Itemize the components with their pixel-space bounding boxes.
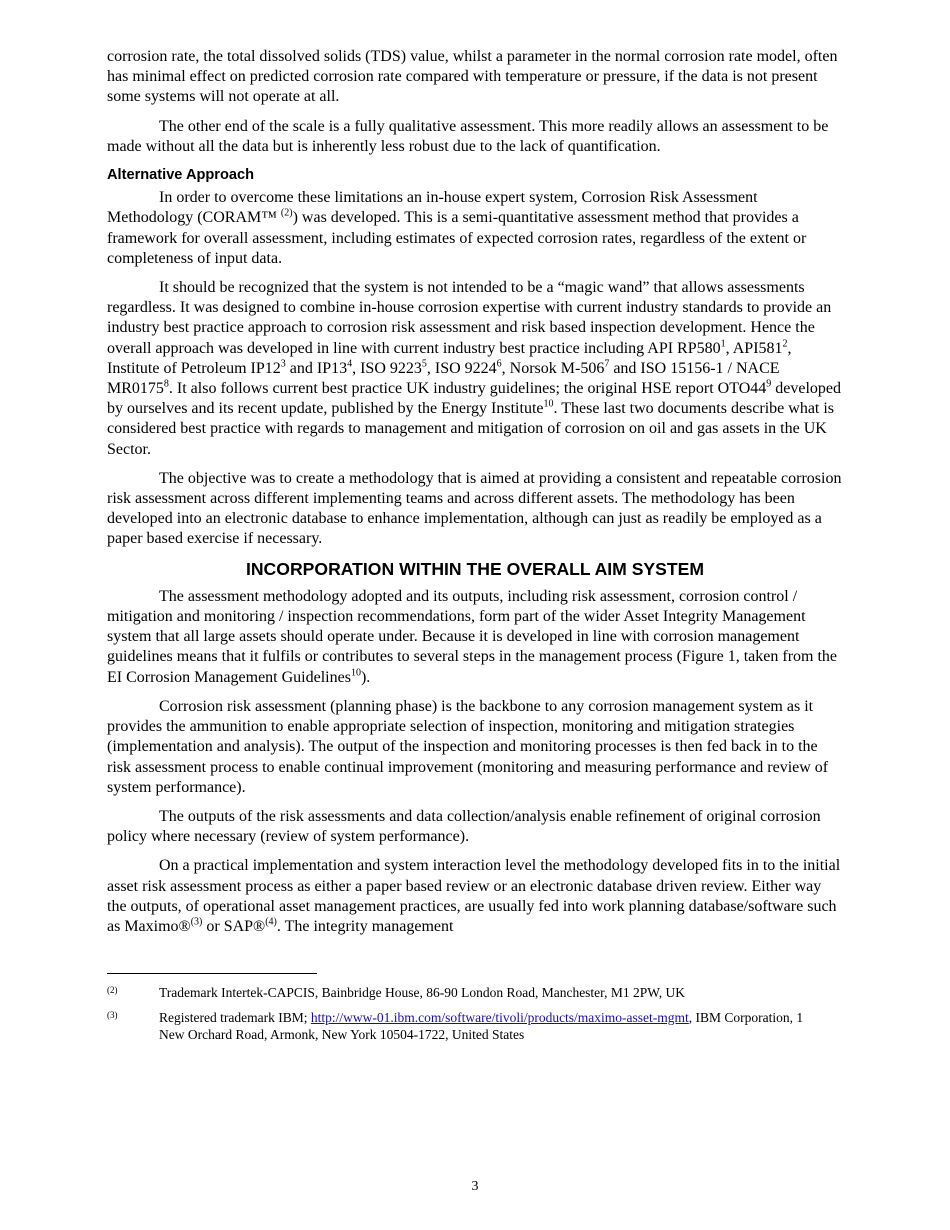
paragraph: corrosion rate, the total dissolved solids (TDS) value, whilst a parameter in the normal corrosion rate model, often has minimal effect on predicted corrosion rate compared with temperature or pressure, if the data is not present some systems will not operate at all. [107,48,838,106]
footnote-marker: (2) [107,985,118,995]
footnote-ref: (4) [265,916,277,928]
paragraph: In order to overcome these limitations an in-house expert system, Corrosion Risk Assessment Methodology (CORAM™ $^{(2)}$) was developed. This is a semi-quantitative assessment method that provides a framework for overall assessment, including estimates of expected corrosion rates, regardless of the extent or completeness of input data. [107,189,807,267]
subsection-heading: Alternative Approach [107,167,255,184]
footnote-ref: (3) [190,916,203,928]
page-number: 3 [471,1179,479,1194]
paragraph: The objective was to create a methodology that is aimed at providing a consistent and repeatable corrosion risk assessment across different implementing teams and across different assets. The methodology has been developed into an electronic database to enhance implementation, although can just as readily be employed as a paper based exercise if necessary. [107,469,842,548]
footnote-text: Registered trademark IBM; http://www-01.ibm.com/software/tivoli/products/maximo-asset-mgmt, IBM Corporation, 1 New Orchard Road, Armonk, New York 10504-1722, United States [159,1010,804,1042]
citation-ref: 7 [604,358,610,370]
paragraph: The assessment methodology adopted and its outputs, including risk assessment, corrosion control / mitigation and monitoring / inspection recommendations, form part of the wider Asset Integrity Management system that all large assets should operate under. Because it is developed in line with corrosion management guidelines means that it fulfils or contributes to several steps in the management process (Figure 1, taken from the EI Corrosion Management Guidelines$^{10}$). [107,587,838,686]
footnote-3 [107,1009,807,1043]
paragraph: Corrosion risk assessment (planning phase) is the backbone to any corrosion management system as it provides the ammunition to enable appropriate selection of inspection, monitoring and mitigation strategies (implementation and analysis). The output of the inspection and monitoring processes is then fed back in to the risk assessment process to enable continual improvement (monitoring and measuring performance and review of system performance). [107,697,829,796]
citation-ref: 2 [782,338,788,350]
paragraph: The outputs of the risk assessments and data collection/analysis enable refinement of original corrosion policy where necessary (review of system performance). [107,807,821,846]
citation-ref: 10 [350,667,361,679]
paragraph: It should be recognized that the system is not intended to be a “magic wand” that allows assessments regardless. It was designed to combine in-house corrosion expertise with current industry standards to provide an industry best practice approach to corrosion risk assessment and risk based inspection development. Hence the overall approach was developed in line with current industry best practice including API $RP580^1$, $API581^2$, Institute of Petroleum $IP12^3$ and $IP13^4$, ISO 9223$^5$, ISO 9224$^6$, Norsok $M-506^7$ and ISO 15156-1 / NACE MR0175$^8$. It also follows current best practice UK industry guidelines; the original HSE report $OTO44^9$ developed by ourselves and its recent update, published by the Energy Institute$^{10}$. These last two documents describe what is considered best practice with regards to management and mitigation of corrosion on oil and gas assets in the UK Sector. [107,279,842,458]
footnote-text: Trademark Intertek-CAPCIS, Bainbridge House, 86-90 London Road, Manchester, M1 2PW, UK [159,985,686,1000]
citation-ref: 1 [720,338,726,350]
body-text [107,47,843,946]
paragraph: The other end of the scale is a fully qualitative assessment. This more readily allows an assessment to be made without all the data but is inherently less robust due to the lack of quantification. [107,117,829,155]
citation-ref: 5 [421,358,427,370]
footnote-divider [107,973,317,974]
citation-ref: 10 [543,398,554,410]
section-heading: INCORPORATION WITHIN THE OVERALL AIM SYSTEM [245,558,705,579]
footnote-2 [107,984,807,1001]
citation-ref: 8 [163,378,169,390]
citation-ref: 9 [766,378,772,390]
citation-ref: 3 [280,358,286,370]
citation-ref: 4 [347,358,353,370]
footnote-ref: (2) [280,208,293,220]
citation-ref: 6 [496,358,502,370]
ibm-maximo-link[interactable]: http://www-01.ibm.com/software/tivoli/products/maximo-asset-mgmt [310,1010,689,1025]
paragraph: On a practical implementation and system interaction level the methodology developed fits in to the initial asset risk assessment process as either a paper based review or an electronic database driven review. Either way the outputs, of operational asset management practices, are usually fed into work planning database/software such as Maximo®$^{(3)}$ or SAP®$^{(4)}$. The integrity management [107,857,841,935]
footnote-marker: (3) [107,1010,118,1020]
